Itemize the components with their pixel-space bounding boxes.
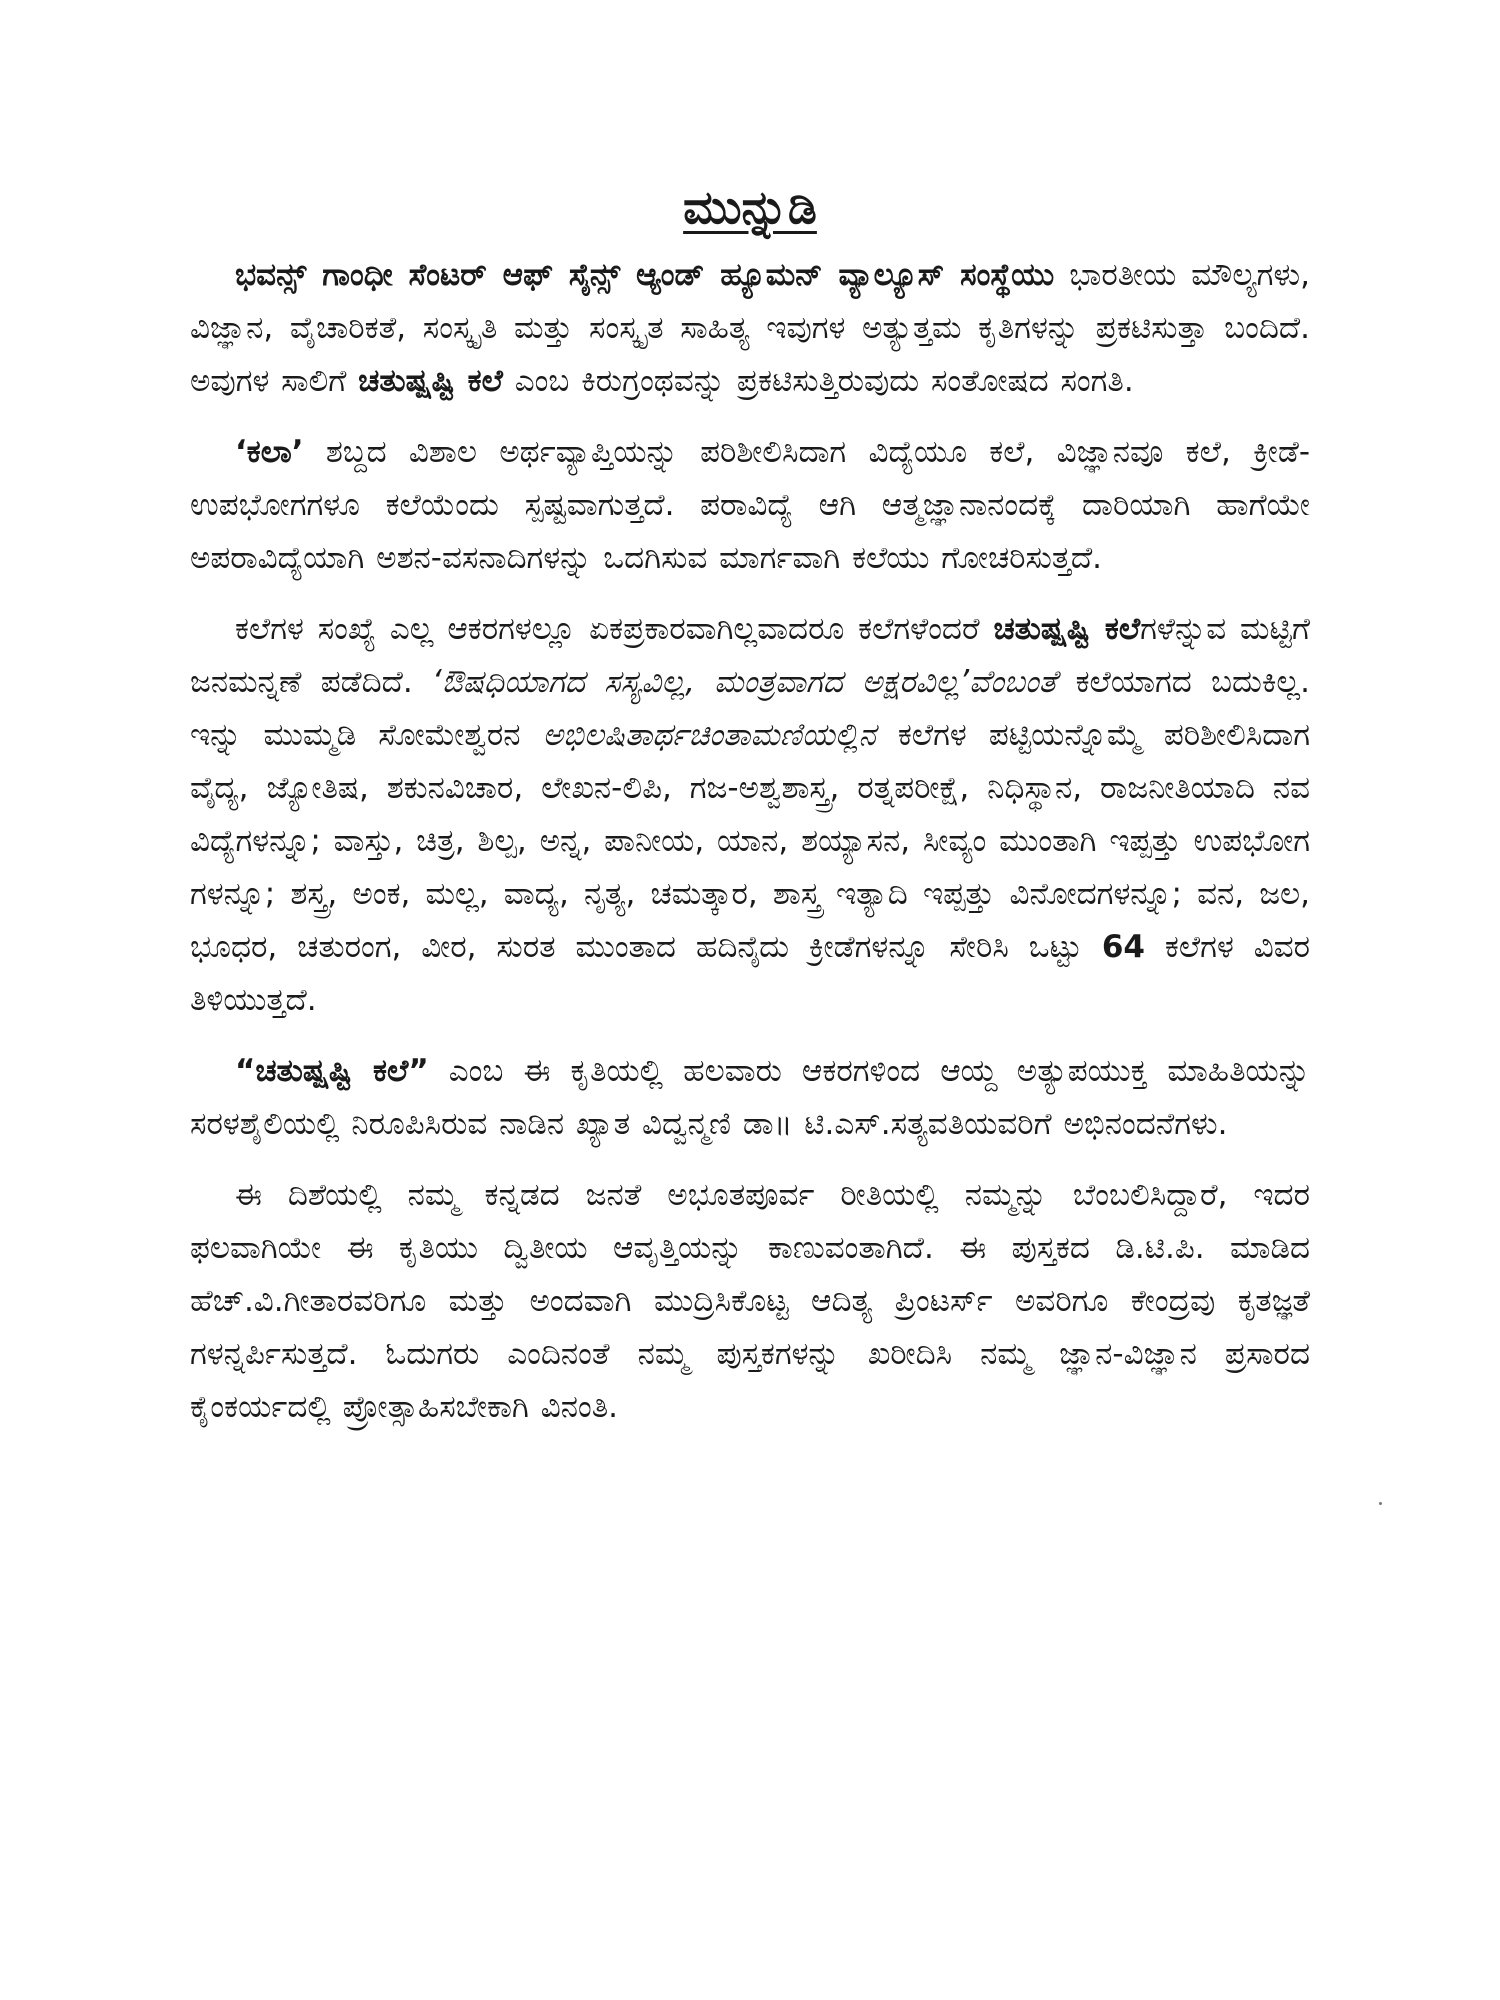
paragraph-3-text-c: ಕಲೆಯಾಗದ ಬದುಕಿಲ್ಲ. ಇನ್ನು ಮುಮ್ಮಡಿ ಸೋಮೇಶ್ವರನ bbox=[190, 664, 1311, 754]
paragraph-5 bbox=[190, 1169, 1310, 1434]
paragraph-1-text-b: ಎಂಬ ಕಿರುಗ್ರಂಥವನ್ನು ಪ್ರಕಟಿಸುತ್ತಿರುವುದು ಸಂತೋಷದ ಸಂಗತಿ. bbox=[502, 363, 1134, 400]
paper-speck bbox=[1379, 1502, 1382, 1505]
paragraph-3 bbox=[190, 603, 1310, 1027]
paragraph-1-text-a: ಭಾರತೀಯ ಮೌಲ್ಯಗಳು, ವಿಜ್ಞಾನ, ವೈಚಾರಿಕತೆ, ಸಂಸ್ಕೃತಿ ಮತ್ತು ಸಂಸ್ಕೃತ ಸಾಹಿತ್ಯ ಇವುಗಳ ಅತ್ಯುತ್ತಮ ಕೃತಿಗಳನ್ನು ಪ್ರಕಟಿಸುತ್ತಾ ಬಂದಿದೆ. ಅವುಗಳ ಸಾಲಿಗೆ bbox=[190, 257, 1310, 400]
kala-term: ‘ಕಲಾ’ bbox=[235, 434, 304, 471]
count-64: 64 bbox=[1101, 929, 1145, 966]
page-title-text: ಮುನ್ನುಡಿ bbox=[683, 180, 817, 234]
paragraph-4-text: ಎಂಬ ಈ ಕೃತಿಯಲ್ಲಿ ಹಲವಾರು ಆಕರಗಳಿಂದ ಆಯ್ದ ಅತ್ಯುಪಯುಕ್ತ ಮಾಹಿತಿಯನ್ನು ಸರಳಶೈಲಿಯಲ್ಲಿ ನಿರೂಪಿಸಿರುವ ನಾಡಿನ ಖ್ಯಾತ ವಿದ್ವನ್ಮಣಿ ಡಾ॥ ಟಿ.ಎಸ್.ಸತ್ಯವತಿಯವರಿಗೆ ಅಭಿನಂದನೆಗಳು. bbox=[190, 1053, 1310, 1143]
paragraph-3-text-e: ಕಲೆಗಳ ವಿವರ ತಿಳಿಯುತ್ತದೆ. bbox=[190, 929, 1310, 1019]
paragraph-2-text: ಶಬ್ದದ ವಿಶಾಲ ಅರ್ಥವ್ಯಾಪ್ತಿಯನ್ನು ಪರಿಶೀಲಿಸಿದಾಗ ವಿದ್ಯೆಯೂ ಕಲೆ, ವಿಜ್ಞಾನವೂ ಕಲೆ, ಕ್ರೀಡೆ-ಉಪಭೋಗಗಳೂ ಕಲೆಯೆಂದು ಸ್ಪಷ್ಟವಾಗುತ್ತದೆ. ಪರಾವಿದ್ಯೆ ಆಗಿ ಆತ್ಮಜ್ಞಾನಾನಂದಕ್ಕೆ ದಾರಿಯಾಗಿ ಹಾಗೆಯೇ ಅಪರಾವಿದ್ಯೆಯಾಗಿ ಅಶನ-ವಸನಾದಿಗಳನ್ನು ಒದಗಿಸುವ ಮಾರ್ಗವಾಗಿ ಕಲೆಯು ಗೋಚರಿಸುತ್ತದೆ. bbox=[190, 434, 1310, 577]
chatushshashti-bold: ಚತುಷ್ಷಷ್ಟಿ ಕಲೆ bbox=[993, 611, 1141, 648]
paragraph-1 bbox=[190, 249, 1310, 408]
preface-page bbox=[190, 180, 1310, 1452]
paragraph-3-text-d: ಕಲೆಗಳ ಪಟ್ಟಿಯನ್ನೊಮ್ಮೆ ಪರಿಶೀಲಿಸಿದಾಗ ವೈದ್ಯ, ಜ್ಯೋತಿಷ, ಶಕುನವಿಚಾರ, ಲೇಖನ-ಲಿಪಿ, ಗಜ-ಅಶ್ವಶಾಸ್ತ್ರ, ರತ್ನಪರೀಕ್ಷೆ, ನಿಧಿಸ್ಥಾನ, ರಾಜನೀತಿಯಾದಿ ನವ ವಿದ್ಯೆಗಳನ್ನೂ; ವಾಸ್ತು, ಚಿತ್ರ, ಶಿಲ್ಪ, ಅನ್ನ, ಪಾನೀಯ, ಯಾನ, ಶಯ್ಯಾಸನ, ಸೀವ್ಯಂ ಮುಂತಾಗಿ ಇಪ್ಪತ್ತು ಉಪಭೋಗ ಗಳನ್ನೂ; ಶಸ್ತ್ರ, ಅಂಕ, ಮಲ್ಲ, ವಾದ್ಯ, ನೃತ್ಯ, ಚಮತ್ಕಾರ, ಶಾಸ್ತ್ರ ಇತ್ಯಾದಿ ಇಪ್ಪತ್ತು ವಿನೋದಗಳನ್ನೂ; ವನ, ಜಲ, ಭೂಧರ, ಚತುರಂಗ, ವೀರ, ಸುರತ ಮುಂತಾದ ಹದಿನೈದು ಕ್ರೀಡೆಗಳನ್ನೂ ಸೇರಿಸಿ ಒಟ್ಟು bbox=[190, 717, 1310, 966]
paragraph-4 bbox=[190, 1045, 1310, 1151]
paragraph-3-text-b: ಗಳೆನ್ನುವ ಮಟ್ಟಿಗೆ ಜನಮನ್ನಣೆ ಪಡೆದಿದೆ. bbox=[190, 611, 1310, 701]
paragraph-5-text: ಈ ದಿಶೆಯಲ್ಲಿ ನಮ್ಮ ಕನ್ನಡದ ಜನತೆ ಅಭೂತಪೂರ್ವ ರೀತಿಯಲ್ಲಿ ನಮ್ಮನ್ನು ಬೆಂಬಲಿಸಿದ್ದಾರೆ, ಇದರ ಫಲವಾಗಿಯೇ ಈ ಕೃತಿಯು ದ್ವಿತೀಯ ಆವೃತ್ತಿಯನ್ನು ಕಾಣುವಂತಾಗಿದೆ. ಈ ಪುಸ್ತಕದ ಡಿ.ಟಿ.ಪಿ. ಮಾಡಿದ ಹೆಚ್.ವಿ.ಗೀತಾರವರಿಗೂ ಮತ್ತು ಅಂದವಾಗಿ ಮುದ್ರಿಸಿಕೊಟ್ಟ ಆದಿತ್ಯ ಪ್ರಿಂಟರ್ಸ್ ಅವರಿಗೂ ಕೇಂದ್ರವು ಕೃತಜ್ಞತೆ ಗಳನ್ನರ್ಪಿಸುತ್ತದೆ. ಓದುಗರು ಎಂದಿನಂತೆ ನಮ್ಮ ಪುಸ್ತಕಗಳನ್ನು ಖರೀದಿಸಿ ನಮ್ಮ ಜ್ಞಾನ-ವಿಜ್ಞಾನ ಪ್ರಸಾರದ ಕೈಂಕರ್ಯದಲ್ಲಿ ಪ್ರೋತ್ಸಾಹಿಸಬೇಕಾಗಿ ವಿನಂತಿ. bbox=[190, 1177, 1310, 1426]
book-title-bold: ಚತುಷ್ಷಷ್ಟಿ ಕಲೆ bbox=[358, 363, 503, 400]
work-title-italic: ಅಭಿಲಷಿತಾರ್ಥಚಿಂತಾಮಣಿಯಲ್ಲಿನ bbox=[542, 717, 876, 754]
proverb-quote: ‘ಔಷಧಿಯಾಗದ ಸಸ್ಯವಿಲ್ಲ, ಮಂತ್ರವಾಗದ ಅಕ್ಷರವಿಲ್ಲ’ವೆಂಬಂತೆ bbox=[431, 664, 1057, 701]
institution-name: ಭವನ್ಸ್ ಗಾಂಧೀ ಸೆಂಟರ್ ಆಫ್ ಸೈನ್ಸ್ ಆ್ಯಂಡ್ ಹ್ಯೂಮನ್ ವ್ಯಾಲ್ಯೂಸ್ ಸಂಸ್ಥೆಯು bbox=[235, 257, 1055, 294]
paragraph-3-text-a: ಕಲೆಗಳ ಸಂಖ್ಯೆ ಎಲ್ಲ ಆಕರಗಳಲ್ಲೂ ಏಕಪ್ರಕಾರವಾಗಿಲ್ಲವಾದರೂ ಕಲೆಗಳೆಂದರೆ bbox=[235, 611, 994, 648]
page-title bbox=[190, 180, 1310, 235]
book-title-quoted: “ಚತುಷ್ಷಷ್ಟಿ ಕಲೆ” bbox=[235, 1053, 429, 1090]
paragraph-2 bbox=[190, 426, 1310, 585]
